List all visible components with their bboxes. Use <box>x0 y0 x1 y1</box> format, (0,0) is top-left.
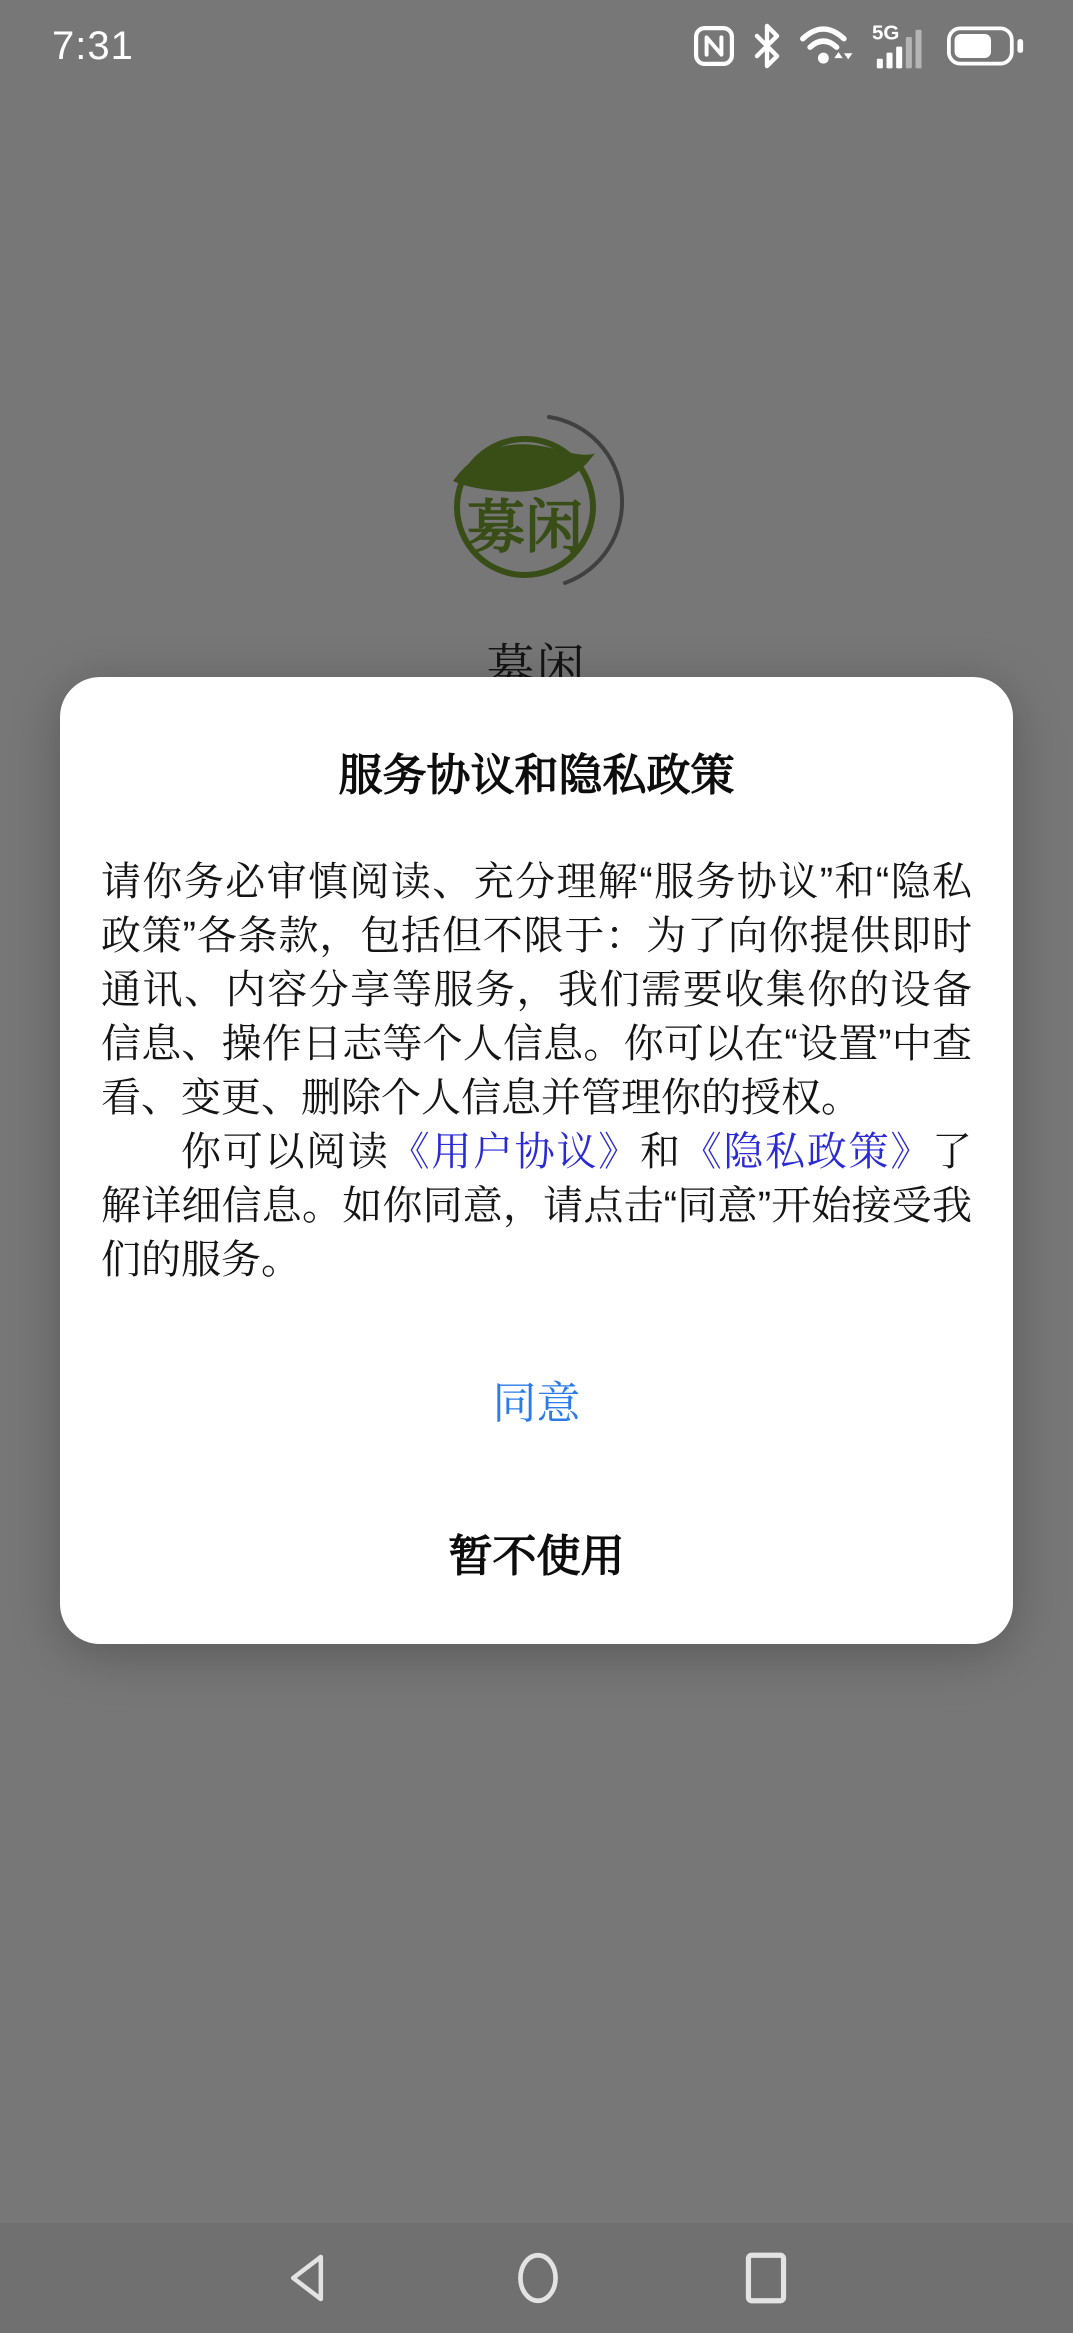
clock: 7:31 <box>52 23 134 68</box>
recents-icon <box>744 2252 788 2304</box>
nfc-icon <box>693 25 735 67</box>
paragraph2-conjunction: 和 <box>639 1130 682 1174</box>
body-paragraph-2 <box>101 1125 972 1287</box>
back-button[interactable] <box>286 2253 332 2303</box>
signal-5g-icon <box>872 21 930 71</box>
status-icons <box>693 21 1025 71</box>
paragraph2-before: 你可以阅读 <box>181 1130 390 1174</box>
bluetooth-icon <box>752 23 782 69</box>
decline-button[interactable]: 暂不使用 <box>60 1520 1013 1584</box>
wifi-icon <box>799 23 855 69</box>
recents-button[interactable] <box>744 2252 788 2304</box>
paragraph2-after: 了解详细信息。如你同意，请点击“同意”开始接受我们的服务。 <box>101 1130 973 1282</box>
home-icon <box>514 2252 562 2304</box>
privacy-dialog <box>60 677 1013 1644</box>
user-agreement-link[interactable]: 《用户协议》 <box>389 1130 640 1174</box>
privacy-policy-link[interactable]: 《隐私政策》 <box>681 1130 933 1174</box>
body-paragraph-1: 请你务必审慎阅读、充分理解“服务协议”和“隐私政策”各条款，包括但不限于：为了向你提供即时通讯、内容分享等服务，我们需要收集你的设备信息、操作日志等个人信息。你可以在“设置”中查看、变更、删除个人信息并管理你的授权。 <box>101 860 972 1120</box>
status-bar <box>0 0 1073 92</box>
home-button[interactable] <box>514 2252 562 2304</box>
dialog-title: 服务协议和隐私政策 <box>338 751 735 800</box>
agree-button[interactable]: 同意 <box>60 1367 1013 1431</box>
network-type-label: 5G <box>872 21 900 45</box>
back-icon <box>286 2253 332 2303</box>
dialog-body <box>101 855 972 1287</box>
battery-icon <box>947 25 1025 67</box>
navigation-bar <box>0 2223 1073 2333</box>
